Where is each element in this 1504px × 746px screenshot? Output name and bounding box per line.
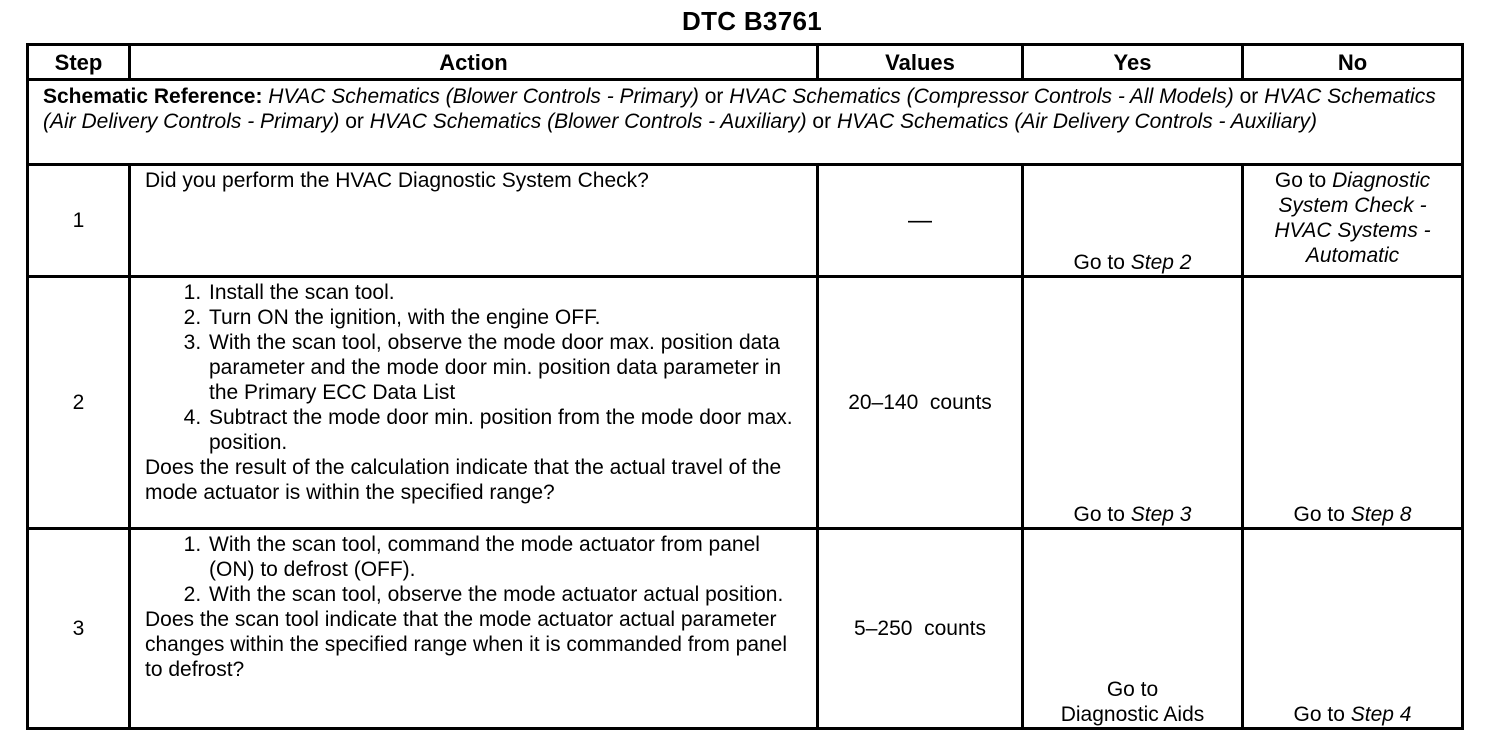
no-prefix: Go to bbox=[1293, 503, 1351, 526]
values-cell: — bbox=[818, 165, 1023, 277]
dtc-table bbox=[26, 43, 1464, 730]
list-item: 1. Install the scan tool. bbox=[207, 280, 810, 305]
no-prefix: Go to bbox=[1274, 169, 1333, 192]
yes-cell bbox=[1023, 529, 1243, 729]
no-cell bbox=[1243, 165, 1463, 277]
col-header-yes: Yes bbox=[1023, 45, 1243, 80]
action-cell bbox=[130, 277, 818, 529]
schematic-link-3[interactable]: HVAC Schematics (Air Delivery Controls - Primary) bbox=[43, 85, 1436, 133]
col-header-no: No bbox=[1243, 45, 1463, 80]
col-header-action: Action bbox=[130, 45, 818, 80]
step-number: 1 bbox=[28, 165, 130, 277]
yes-prefix: Go to bbox=[1106, 678, 1159, 701]
list-item: 2. With the scan tool, observe the mode actuator actual position. bbox=[207, 582, 810, 607]
joiner: or bbox=[812, 110, 832, 133]
list-item: 3. With the scan tool, observe the mode door max. position data parameter and the mode door min. position data parameter in the Primary ECC Data List bbox=[207, 330, 810, 405]
schematic-link-2[interactable]: HVAC Schematics (Compressor Controls - All Models) bbox=[729, 85, 1234, 108]
step-number: 2 bbox=[28, 277, 130, 529]
table-row bbox=[28, 277, 1463, 529]
page-title: DTC B3761 bbox=[682, 6, 822, 36]
col-header-values: Values bbox=[818, 45, 1023, 80]
action-steps bbox=[137, 532, 810, 607]
yes-prefix: Go to bbox=[1073, 251, 1131, 274]
joiner: or bbox=[704, 85, 724, 108]
joiner: or bbox=[1239, 85, 1259, 108]
joiner: or bbox=[345, 110, 364, 133]
list-item: 4. Subtract the mode door min. position from the mode door max. position. bbox=[207, 405, 810, 455]
step-number: 3 bbox=[28, 529, 130, 729]
schematic-reference bbox=[28, 80, 1463, 165]
table-row bbox=[28, 529, 1463, 729]
schematic-link-1[interactable]: HVAC Schematics (Blower Controls - Primary) bbox=[268, 85, 699, 108]
header-row bbox=[28, 45, 1463, 80]
no-link[interactable]: Step 4 bbox=[1350, 703, 1412, 726]
schematic-label: Schematic Reference: bbox=[43, 85, 263, 108]
schematic-link-4[interactable]: HVAC Schematics (Blower Controls - Auxiliary) bbox=[369, 110, 807, 133]
yes-prefix: Go to bbox=[1073, 503, 1131, 526]
list-item: 2. Turn ON the ignition, with the engine OFF. bbox=[207, 305, 810, 330]
action-question: Does the scan tool indicate that the mode actuator actual parameter changes within the specified range when it is commanded from panel to defrost? bbox=[145, 608, 788, 681]
no-cell bbox=[1243, 277, 1463, 529]
values-cell: 5–250 counts bbox=[818, 529, 1023, 729]
values-cell: 20–140 counts bbox=[818, 277, 1023, 529]
table-row bbox=[28, 165, 1463, 277]
action-cell bbox=[130, 529, 818, 729]
no-link[interactable]: Step 8 bbox=[1350, 503, 1412, 526]
no-cell bbox=[1243, 529, 1463, 729]
yes-link[interactable]: Step 3 bbox=[1130, 503, 1192, 526]
list-item: 1. With the scan tool, command the mode actuator from panel (ON) to defrost (OFF). bbox=[207, 532, 810, 582]
action-cell bbox=[130, 165, 818, 277]
yes-cell bbox=[1023, 277, 1243, 529]
schematic-row bbox=[28, 80, 1463, 165]
no-link[interactable]: Diagnostic System Check - HVAC Systems - Automatic bbox=[1274, 169, 1431, 267]
action-question: Does the result of the calculation indicate that the actual travel of the mode actuator is within the specified range? bbox=[145, 456, 782, 504]
yes-link[interactable]: Step 2 bbox=[1130, 251, 1192, 274]
action-question: Did you perform the HVAC Diagnostic System Check? bbox=[145, 169, 649, 192]
col-header-step: Step bbox=[28, 45, 130, 80]
yes-link[interactable]: Diagnostic Aids bbox=[1060, 703, 1205, 726]
schematic-link-5[interactable]: HVAC Schematics (Air Delivery Controls - Auxiliary) bbox=[836, 110, 1317, 133]
action-steps bbox=[137, 280, 810, 455]
no-prefix: Go to bbox=[1293, 703, 1351, 726]
yes-cell bbox=[1023, 165, 1243, 277]
